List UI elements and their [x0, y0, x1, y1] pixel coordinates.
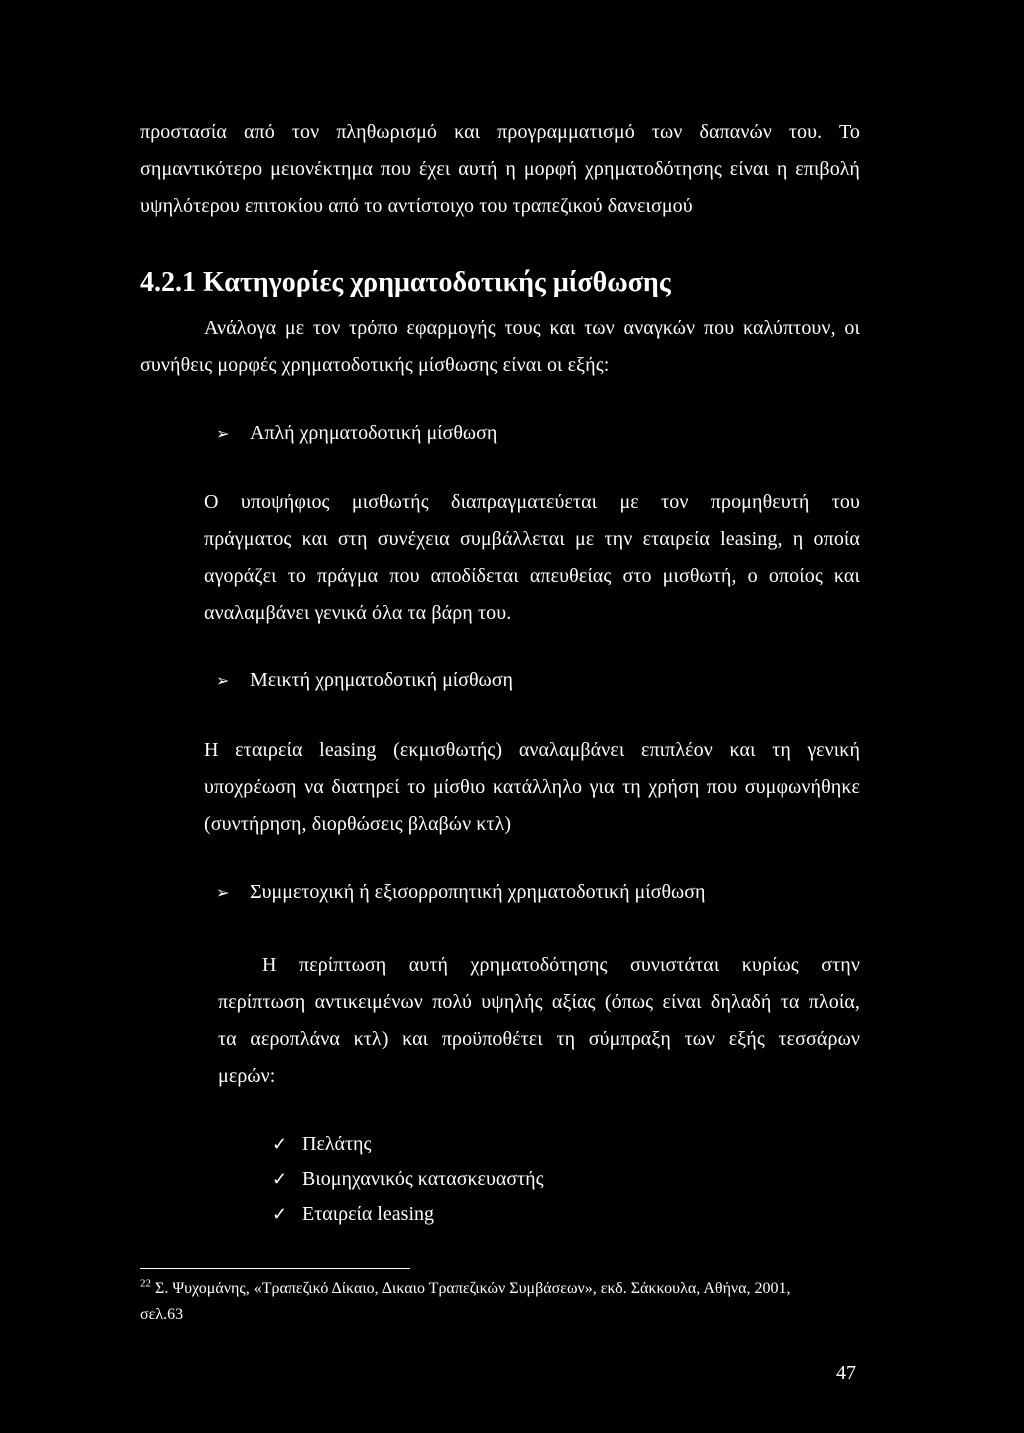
checkmark-icon: ✓ — [272, 1134, 288, 1154]
footnote-line-1 — [140, 1278, 791, 1300]
checkmark-icon: ✓ — [272, 1204, 288, 1224]
type-label-participating: Συμμετοχική ή εξισορροπητική χρηματοδοτική μίσθωση — [250, 881, 706, 903]
footnote-line-2: σελ.63 — [140, 1306, 184, 1323]
party-item-client — [272, 1132, 371, 1156]
type-simple-line-3: αγοράζει το πράγμα που αποδίδεται απευθείας στο μισθωτή, ο οποίος και — [204, 565, 860, 587]
footnote-text: Σ. Ψυχομάνης, «Τραπεζικό Δίκαιο, Δικαιο Τραπεζικών Συμβάσεων», εκδ. Σάκκουλα, Αθήνα, 2001, — [155, 1280, 791, 1297]
type-label-simple: Απλή χρηματοδοτική μίσθωση — [250, 422, 498, 444]
arrow-bullet-icon: ➢ — [216, 885, 230, 902]
type-simple-line-1: Ο υποψήφιος μισθωτής διαπραγματεύεται με τον προμηθευτή του — [204, 491, 860, 513]
type-simple-line-4: αναλαμβάνει γενικά όλα τα βάρη του. — [204, 602, 512, 624]
intro-line-1: προστασία από τον πληθωρισμό και προγραμματισμό των δαπανών του. Το — [140, 121, 860, 143]
type-label-mixed: Μεικτή χρηματοδοτική μίσθωση — [250, 669, 513, 691]
footnote-divider — [140, 1268, 410, 1269]
arrow-bullet-icon: ➢ — [216, 426, 230, 443]
section-heading: 4.2.1 Κατηγορίες χρηματοδοτικής μίσθωσης — [140, 267, 671, 298]
party-item-manufacturer — [272, 1167, 544, 1191]
type-mixed-line-1: Η εταιρεία leasing (εκμισθωτής) αναλαμβάνει επιπλέον και τη γενική — [204, 739, 860, 761]
type-participating-line-3: τα αεροπλάνα κτλ) και προϋποθέτει τη σύμπραξη των εξής τεσσάρων — [218, 1028, 860, 1050]
type-participating-line-4: μερών: — [218, 1065, 276, 1087]
type-simple-line-2: πράγματος και στη συνέχεια συμβάλλεται με την εταιρεία leasing, η οποία — [204, 528, 860, 550]
party-label-leasing-company: Εταιρεία leasing — [302, 1203, 435, 1225]
arrow-bullet-icon: ➢ — [216, 673, 230, 690]
party-label-manufacturer: Βιομηχανικός κατασκευαστής — [302, 1168, 544, 1190]
type-bullet-participating — [216, 880, 705, 906]
type-mixed-line-2: υποχρέωση να διατηρεί το μίσθιο κατάλληλο για τη χρήση που συμφωνήθηκε — [204, 776, 860, 798]
type-bullet-mixed — [216, 668, 513, 694]
type-bullet-simple — [216, 421, 497, 447]
party-label-client: Πελάτης — [302, 1133, 372, 1155]
type-mixed-line-3: (συντήρηση, διορθώσεις βλαβών κτλ) — [204, 813, 512, 835]
checkmark-icon: ✓ — [272, 1169, 288, 1189]
type-participating-line-1: Η περίπτωση αυτή χρηματοδότησης συνιστάται κυρίως στην — [262, 954, 860, 976]
type-participating-line-2: περίπτωση αντικειμένων πολύ υψηλής αξίας (όπως είναι δηλαδή τα πλοία, — [218, 991, 860, 1013]
intro-line-2: σημαντικότερο μειονέκτημα που έχει αυτή η μορφή χρηματοδότησης είναι η επιβολή — [140, 158, 860, 180]
page-number: 47 — [836, 1362, 856, 1384]
section-lead-line-2: συνήθεις μορφές χρηματοδοτικής μίσθωσης είναι οι εξής: — [140, 354, 610, 376]
footnote-number: 22 — [140, 1277, 151, 1290]
section-lead-line-1: Ανάλογα με τον τρόπο εφαρμογής τους και των αναγκών που καλύπτουν, οι — [204, 317, 860, 339]
party-item-leasing-company — [272, 1202, 434, 1226]
intro-line-3: υψηλότερου επιτοκίου από το αντίστοιχο του τραπεζικού δανεισμού — [140, 195, 693, 217]
